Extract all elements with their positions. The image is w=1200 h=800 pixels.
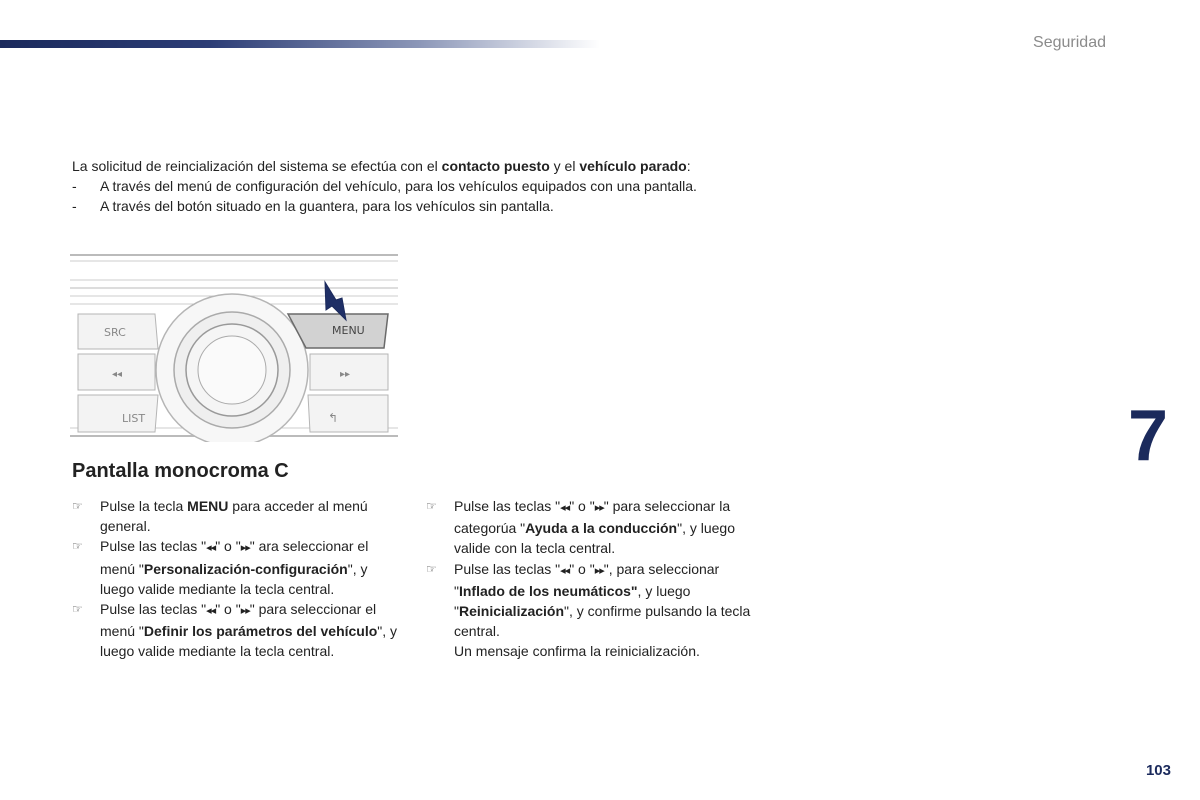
header-gradient-bar xyxy=(0,40,600,48)
steps-column-left xyxy=(72,496,402,662)
step-item xyxy=(72,599,402,662)
step-text: Pulse las teclas " xyxy=(454,498,561,514)
intro-bold: contacto puesto xyxy=(441,158,550,174)
step-item xyxy=(72,536,402,599)
step-item xyxy=(426,559,756,642)
step-text: ", para seleccionar " xyxy=(454,560,720,599)
previous-icon: ◂◂ xyxy=(560,564,570,577)
closing-note: Un mensaje confirma la reinicialización. xyxy=(454,643,700,660)
step-text: ", y luego valide mediante la tecla central. xyxy=(100,623,398,660)
step-text: ", y luego valide mediante la tecla central. xyxy=(100,560,368,597)
intro-lead xyxy=(72,156,772,176)
subheading: Pantalla monocroma C xyxy=(72,460,289,482)
section-title: Seguridad xyxy=(1033,34,1106,51)
next-icon: ▸▸ xyxy=(594,564,604,577)
intro-text: : xyxy=(686,158,691,174)
menu-button-label: MENU xyxy=(332,324,365,337)
step-bold: Ayuda a la conducción xyxy=(525,520,678,537)
page-number: 103 xyxy=(1145,762,1171,779)
step-item xyxy=(426,496,756,559)
step-text: " ara seleccionar el menú " xyxy=(100,538,369,577)
intro-list-text: A través del botón situado en la guantera, para los vehículos sin pantalla. xyxy=(100,198,554,214)
next-icon: ▸▸ xyxy=(240,605,250,618)
step-text: ", y luego valide con la tecla central. xyxy=(454,520,736,557)
intro-list-item xyxy=(72,176,772,196)
step-bold: Personalización-configuración xyxy=(143,560,348,577)
intro-list-item xyxy=(72,196,772,216)
step-text: , y luego " xyxy=(454,582,691,620)
forward-icon: ▸▸ xyxy=(340,369,351,380)
previous-icon: ◂◂ xyxy=(206,605,216,618)
intro-text: La solicitud de reincialización del sistema se efectúa con el xyxy=(72,158,442,174)
intro-paragraph xyxy=(72,156,772,216)
previous-icon: ◂◂ xyxy=(206,542,216,555)
step-text: Pulse las teclas " xyxy=(454,560,561,577)
step-text: " o " xyxy=(215,601,241,618)
step-bold: Inflado de los neumáticos" xyxy=(458,582,638,599)
step-bold: Definir los parámetros del vehículo xyxy=(143,623,378,640)
step-text: Pulse las teclas " xyxy=(100,538,207,555)
step-bold: MENU xyxy=(187,498,229,514)
step-text: para acceder al menú general. xyxy=(100,498,368,535)
step-text: " o " xyxy=(569,498,595,514)
step-text: " para seleccionar el menú " xyxy=(100,601,377,640)
next-icon: ▸▸ xyxy=(240,542,250,555)
intro-text: y el xyxy=(549,158,580,174)
pointing-hand-icon: ☞ xyxy=(72,539,83,554)
radio-panel-illustration xyxy=(70,252,398,442)
chapter-number: 7 xyxy=(1128,396,1169,476)
previous-icon: ◂◂ xyxy=(560,502,570,514)
dash: - xyxy=(72,178,77,194)
dash: - xyxy=(72,198,77,214)
step-text: Pulse la tecla xyxy=(100,498,188,514)
pointing-hand-icon: ☞ xyxy=(426,561,437,576)
intro-bold: vehículo parado xyxy=(579,158,687,174)
step-bold: Reinicialización xyxy=(458,603,565,620)
intro-list-text: A través del menú de configuración del vehículo, para los vehículos equipados con una pantalla. xyxy=(100,178,697,194)
step-text: ", y confirme pulsando la tecla central. xyxy=(454,603,751,640)
pointing-hand-icon: ☞ xyxy=(72,602,83,617)
next-icon: ▸▸ xyxy=(594,502,604,514)
step-text: " o " xyxy=(569,560,595,577)
step-text: Pulse las teclas " xyxy=(100,601,207,618)
step-text: " para seleccionar la categorúa " xyxy=(454,498,731,537)
rewind-icon: ◂◂ xyxy=(112,369,123,380)
src-button-label: SRC xyxy=(104,326,126,339)
pointing-hand-icon: ☞ xyxy=(72,499,83,513)
step-item xyxy=(72,496,402,536)
pointing-hand-icon: ☞ xyxy=(426,499,437,513)
steps-column-right xyxy=(426,496,756,662)
list-button-label: LIST xyxy=(122,412,146,425)
step-text: " o " xyxy=(215,538,241,555)
back-icon: ↰ xyxy=(328,411,339,425)
